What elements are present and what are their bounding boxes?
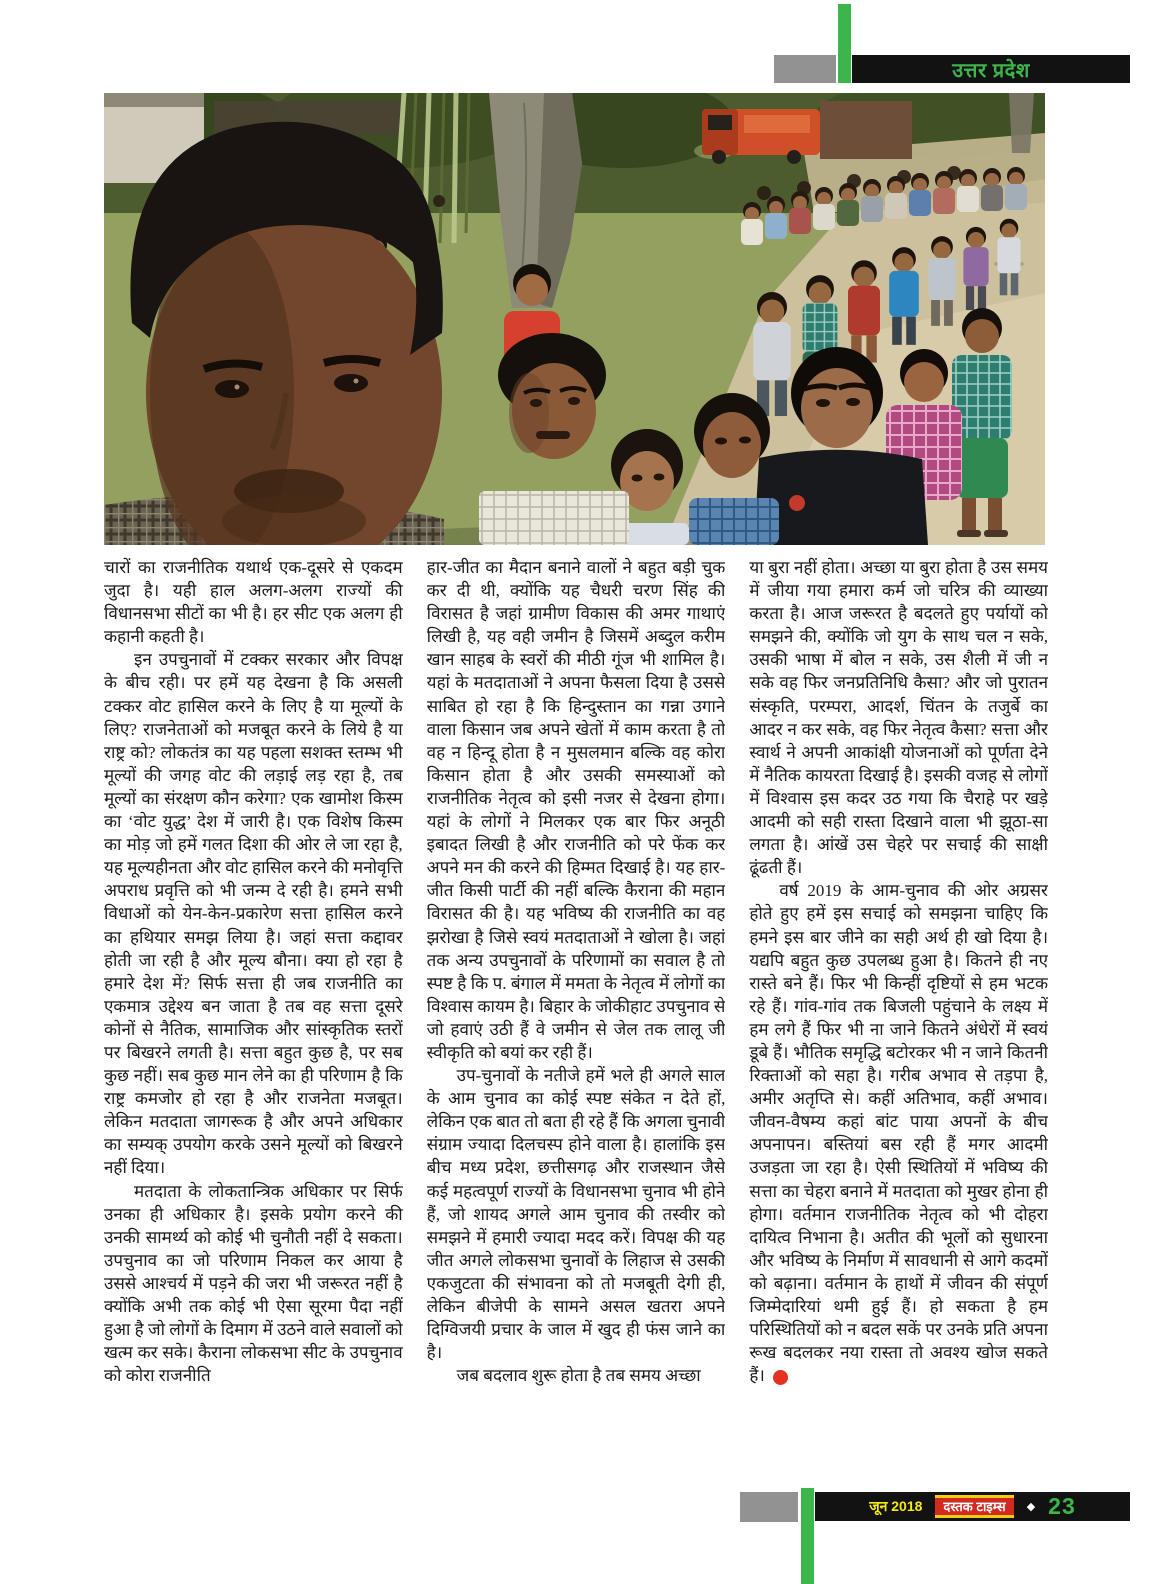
voters-queue-photo xyxy=(104,93,1045,545)
article-column-2 xyxy=(427,556,726,1482)
article-paragraph: इन उपचुनावों में टक्कर सरकार और विपक्ष के बीच रही। पर हमें यह देखना है कि असली टक्कर वोट हासिल करने के लिए है या मूल्यों के लिए? राजनेताओं को मजबूत करने के लिये है या राष्ट्र को? लोकतंत्र का यह पहला सशक्त स्तम्भ भी मूल्यों की जगह वोट की लड़ाई लड़ रहा है, तब मूल्यों का संरक्षण कौन करेगा? एक खामोश किस्म का ‘वोट युद्ध’ देश में जारी है। एक विशेष किस्म का मोड़ जो हमें गलत दिशा की ओर ले जा रहा है, यह मूल्यहीनता और वोट हासिल करने की मनोवृत्ति अपराध प्रवृत्ति को भी जन्म दे रही है। हमने सभी विधाओं को येन-केन-प्रकारेण सत्ता हासिल करने का हथियार समझ लिया है। जहां सत्ता कद्दावर होती जा रही है और मूल्य बौना। क्या हो रहा है हमारे देश में? सिर्फ सत्ता ही जब राजनीति का एकमात्र उद्देश्य बन जाता है तब वह सत्ता दूसरे कोनों से नैतिक, सामाजिक और सांस्कृतिक स्तरों पर बिखरने लगती है। सत्ता बहुत कुछ है, पर सब कुछ नहीं। सब कुछ मान लेने का ही परिणाम है कि राष्ट्र कमजोर हो रहा है और राजनेता मजबूत। लेकिन मतदाता जागरूक है और अपने अधिकार का सम्यक् उपयोग करके उसने मूल्यों को बिखरने नहीं दिया। xyxy=(104,650,403,1178)
section-title: उत्तर प्रदेश xyxy=(952,59,1030,82)
green-accent-bar xyxy=(838,4,851,83)
article-paragraph: जब बदलाव शुरू होता है तब समय अच्छा xyxy=(456,1366,701,1386)
article-body xyxy=(104,556,1048,1482)
page-number: 23 xyxy=(1048,1493,1076,1519)
diamond-separator-icon: ◆ xyxy=(1026,1501,1036,1513)
footer-bar xyxy=(815,1492,1130,1521)
article-paragraph: चारों का राजनीतिक यथार्थ एक-दूसरे से एकदम जुदा है। यही हाल अलग-अलग राज्यों की विधानसभा सीटों का भी है। हर सीट एक अलग ही कहानी कहती है। xyxy=(104,558,403,647)
article-paragraph: या बुरा नहीं होता। अच्छा या बुरा होता है उस समय में जीया गया हमारा कर्म जो चरित्र की व्याख्या करता है। आज जरूरत है बदलते हुए पर्यायों को समझने की, क्योंकि जो युग के साथ चल न सके, उसकी भाषा में बोल न सके, उस शैली में जी न सके वह फिर जनप्रतिनिधि कैसा? और जो पुरातन संस्कृति, परम्परा, आदर्श, चिंतन के तजुर्बे का आदर न कर सके, वह फिर नेतृत्व कैसा? सत्ता और स्वार्थ ने अपनी आकांक्षी योजनाओं को पूर्णता देने में नैतिक कायरता दिखाई है। इसकी वजह से लोगों में विश्वास इस कदर उठ गया कि चैराहे पर खड़े आदमी को सही रास्ता दिखाने वाला भी झूठा-सा लगता है। आंखें उस चेहरे पर सचाई की साक्षी ढूंढती हैं। xyxy=(749,558,1048,878)
truck xyxy=(702,101,912,164)
magazine-logo: दस्तक टाइम्स xyxy=(935,1495,1013,1518)
gray-accent-box-bottom xyxy=(740,1492,798,1522)
article-column-1 xyxy=(104,556,403,1482)
gray-accent-box xyxy=(774,55,836,83)
article-paragraph: उप-चुनावों के नतीजे हमें भले ही अगले साल के आम चुनाव का कोई स्पष्ट संकेत न देते हों, लेकिन एक बात तो बता ही रहे हैं कि अगला चुनावी संग्राम ज्यादा दिलचस्प होने वाला है। हालांकि इस बीच मध्य प्रदेश, छत्तीसगढ़ और राजस्थान जैसे कई महत्वपूर्ण राज्यों के विधानसभा चुनाव भी होने हैं, जो शायद अगले आम चुनाव की तस्वीर को समझने में हमारी ज्यादा मदद करें। विपक्ष की यह जीत अगले लोकसभा चुनावों के लिहाज से उसकी एकजुटता की संभावना को तो मजबूती देगी ही, लेकिन बीजेपी के सामने असल खतरा अपने दिग्विजयी प्रचार के जाल में खुद ही फंस जाने का है। xyxy=(426,1066,726,1363)
article-paragraph xyxy=(749,879,1048,1387)
article-paragraph: मतदाता के लोकतान्त्रिक अधिकार पर सिर्फ उनका ही अधिकार है। इसके प्रयोग करने की उनकी सामर्थ्य को कोई भी चुनौती नहीं दे सकता। उपचुनाव का जो परिणाम निकल कर आया है उससे आश्चर्य में पड़ने की जरा भी जरूरत नहीं है क्योंकि अभी तक कोई भी ऐसा सूरमा पैदा नहीं हुआ है जो लोगों के दिमाग में उठने वाले सवालों को खत्म कर सके। कैराना लोकसभा सीट के उपचुनाव को कोरा राजनीति xyxy=(104,1181,403,1386)
article-column-3 xyxy=(749,556,1048,1482)
section-header-bar xyxy=(852,55,1130,83)
article-paragraph-text: वर्ष 2019 के आम-चुनाव की ओर अग्रसर होते हुए हमें इस सचाई को समझना चाहिए कि हमने इस बार जीने का सही अर्थ ही खो दिया है। यद्यपि बहुत कुछ उपलब्ध हुआ है। कितने ही नए रास्ते बने हैं। फिर भी किन्हीं दृष्टियों से हम भटक रहे हैं। गांव-गांव तक बिजली पहुंचाने के लक्ष्य में हम लगे हैं फिर भी ना जाने कितने अंधेरों में स्वयं डूबे हैं। भौतिक समृद्धि बटोरकर भी न जाने कितनी रिक्ताओं को सहा है। गरीब अभाव से तड़पा है, अमीर अतृप्ति से। कहीं अतिभाव, कहीं अभाव। जीवन-वैषम्य कहां बांट पाया अपनों के बीच अपनापन। बस्तियां बस रही हैं मगर आदमी उजड़ता जा रहा है। ऐसी स्थितियों में भविष्य की सत्ता का चेहरा बनाने में मतदाता को मुखर होना ही होगा। वर्तमान राजनीतिक नेतृत्व को भी दोहरा दायित्व निभाना है। अतीत की भूलों को सुधारना और भविष्य के निर्माण में सावधानी से आगे कदमों को बढ़ाना। वर्तमान के हाथों में जीवन की संपूर्ण जिम्मेदारियां थमी हुई हैं। हो सकता है हम परिस्थितियों को न बदल सकें पर उनके प्रति अपना रूख बदलकर नया रास्ता तो अवश्य खोज सकते हैं। xyxy=(749,881,1048,1386)
green-accent-bar-bottom xyxy=(801,1488,814,1584)
article-paragraph: हार-जीत का मैदान बनाने वालों ने बहुत बड़ी चुक कर दी थी, क्योंकि यह चैधरी चरण सिंह की विरासत है जहां ग्रामीण विकास की अमर गाथाएं लिखी है, यह वही जमीन है जिसमें अब्दुल करीम खान साहब के स्वरों की मीठी गूंज भी शामिल है। यहां के मतदाताओं ने अपना फैसला दिया है उससे साबित हो रहा है कि हिन्दुस्तान का गन्ना उगाने वाला किसान जब अपने खेतों में काम करता है तो वह न हिन्दू होता है न मुसलमान बल्कि वह कोरा किसान होता है और उसकी समस्याओं को राजनीतिक नेतृत्व को इसी नजर से देखना होगा। यहां के लोगों ने मिलकर एक बार फिर अनूठी इबादत लिखी है और राजनीति को परे फेंक कर अपने मन की करने की हिम्मत दिखाई है। यह हार-जीत किसी पार्टी की नहीं बल्कि कैराना की महान विरासत की है। यह भविष्य की राजनीति का वह झरोखा है जिसे स्वयं मतदाताओं ने खोला है। जहां तक अन्य उपचुनावों के परिणामों का सवाल है तो स्पष्ट है कि प. बंगाल में ममता के नेतृत्व में लोगों का विश्वास कायम है। बिहार के जोकीहाट उपचुनाव से जो हवाएं उठी हैं वे जमीन से जेल तक लालू जी स्वीकृति को बयां कर रही हैं। xyxy=(426,558,726,1062)
issue-date: जून 2018 xyxy=(869,1498,923,1514)
end-of-article-dot-icon xyxy=(773,1370,788,1385)
